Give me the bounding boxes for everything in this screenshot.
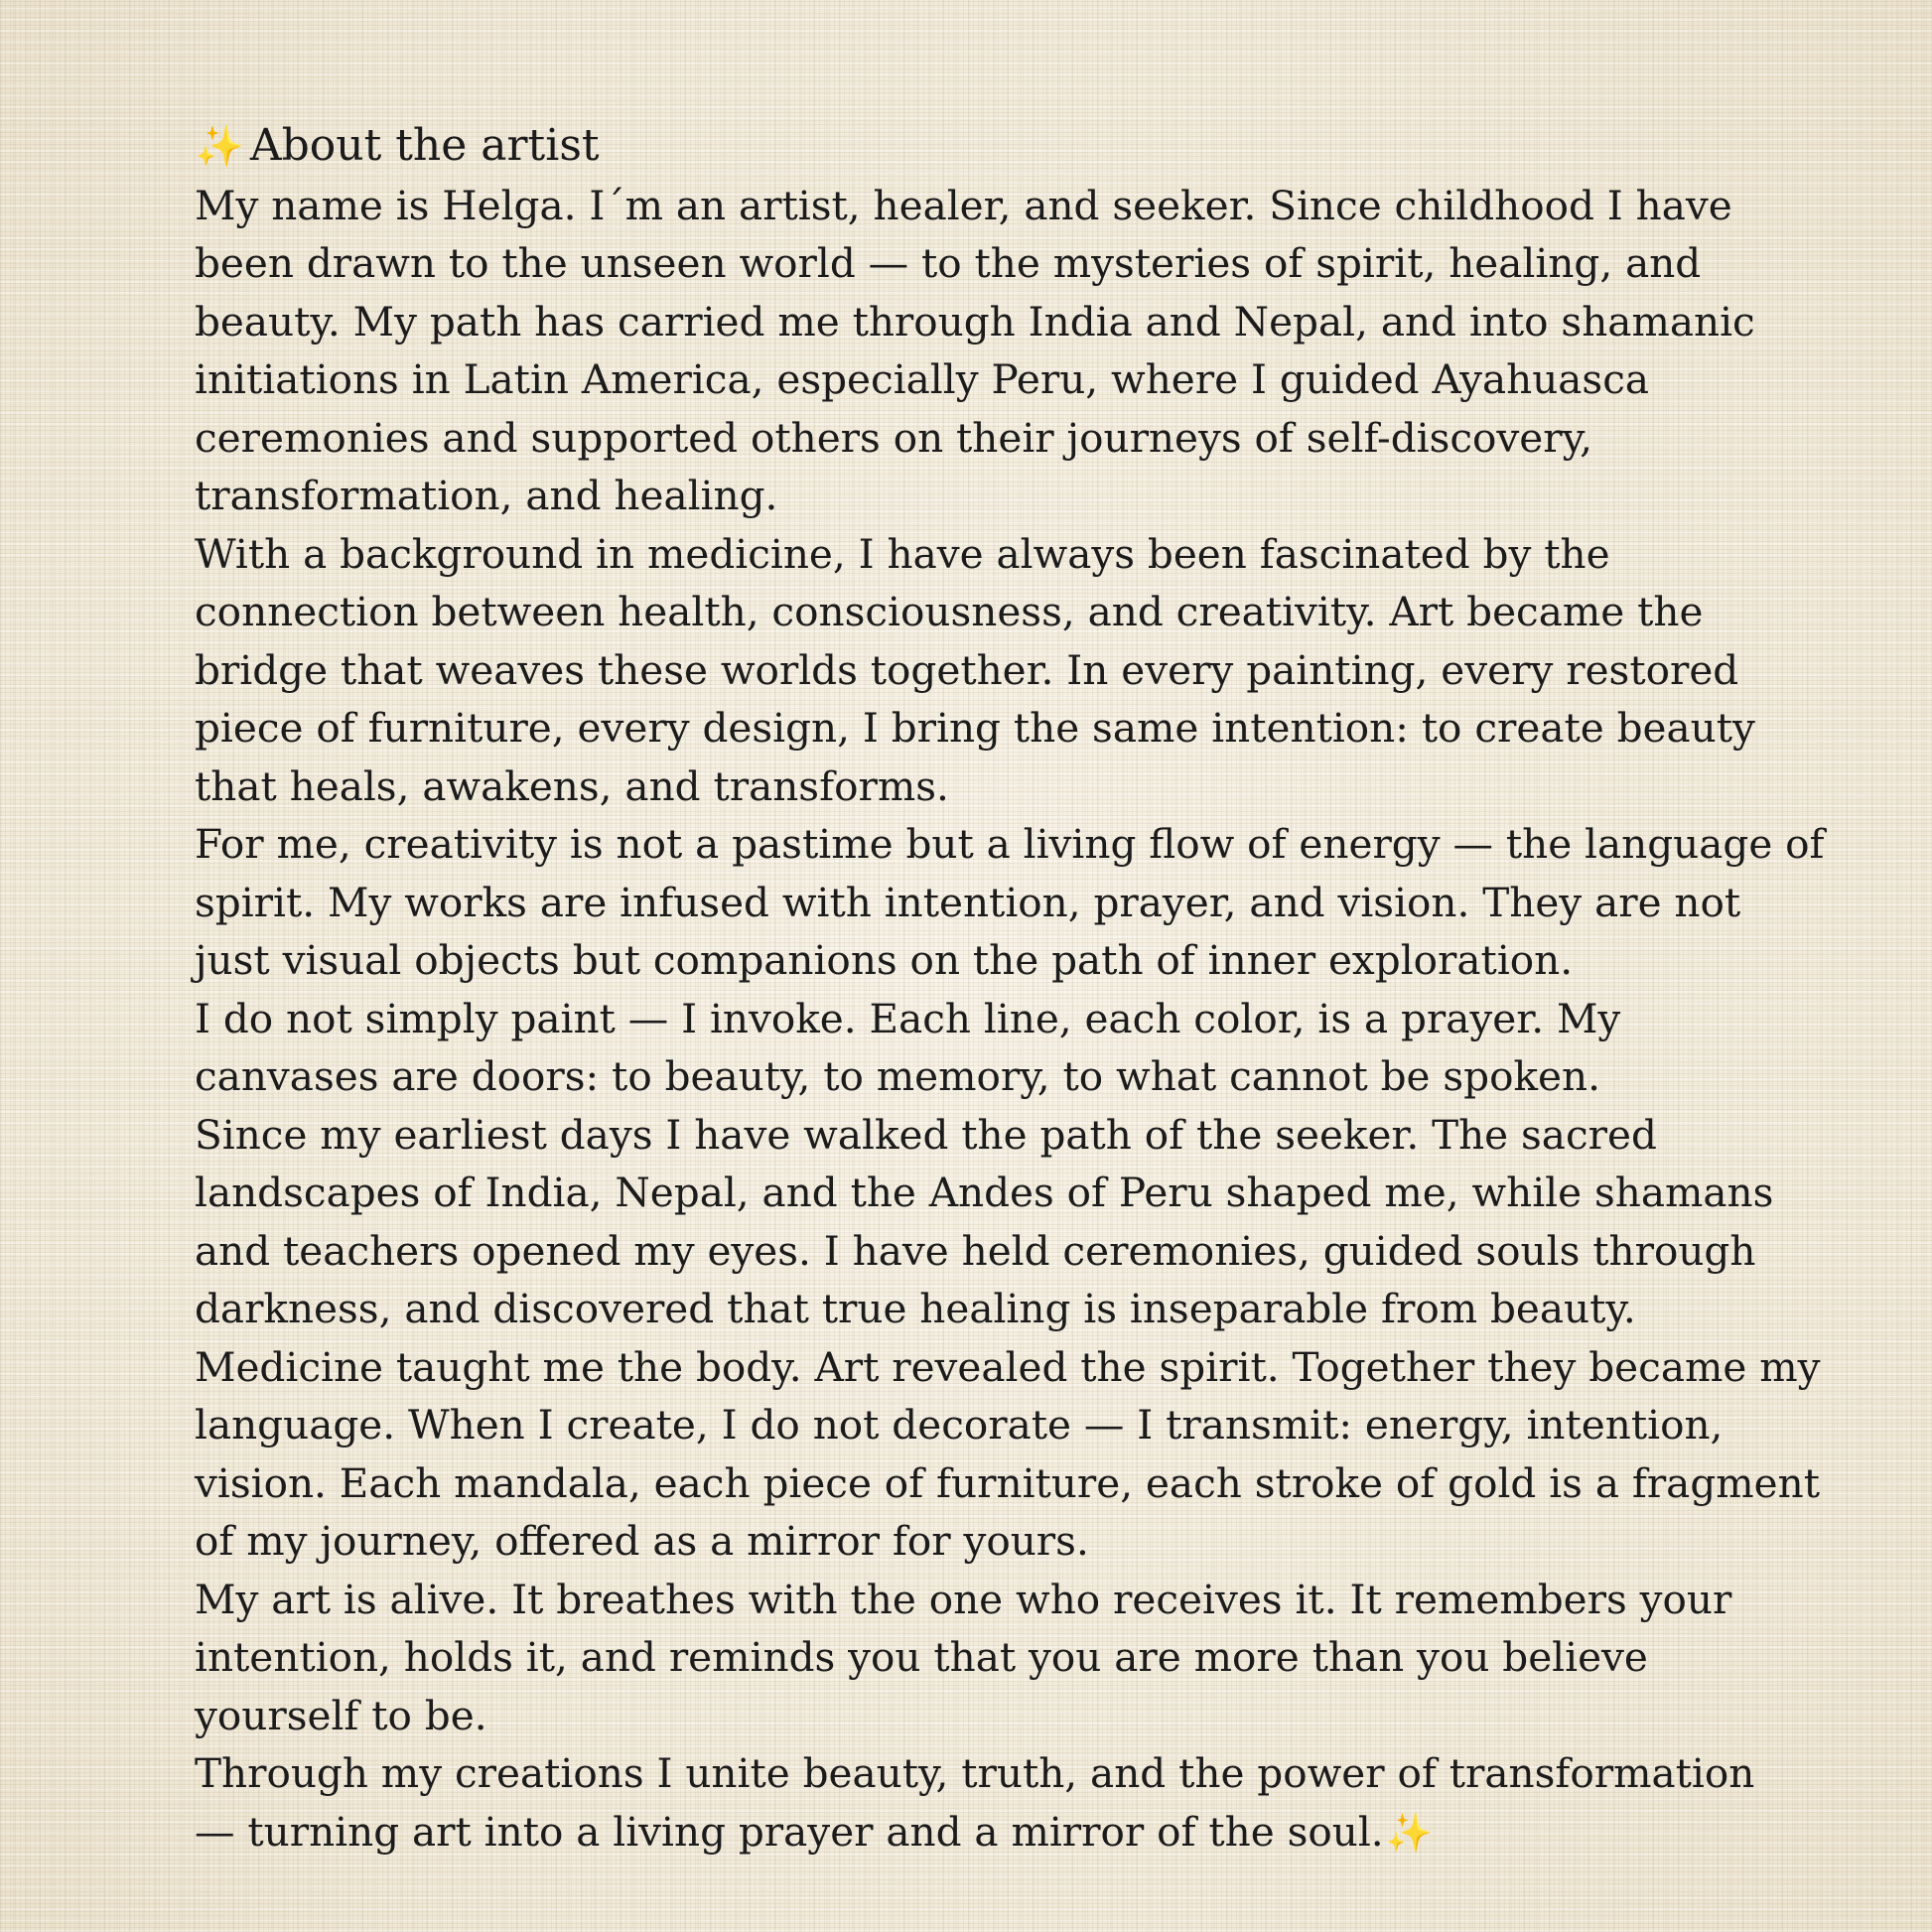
text-line: initiations in Latin America, especially Peru, where I guided Ayahuasca bbox=[195, 355, 1650, 403]
text-line: yourself to be. bbox=[195, 1691, 487, 1739]
text-line: intention, holds it, and reminds you that you are more than you believe bbox=[195, 1633, 1648, 1681]
text-line: landscapes of India, Nepal, and the Andes of Peru shaped me, while shamans bbox=[195, 1169, 1774, 1216]
sparkles-icon: ✨ bbox=[1385, 1810, 1433, 1855]
text-line: language. When I create, I do not decorate — I transmit: energy, intention, bbox=[195, 1401, 1724, 1449]
text-line: ceremonies and supported others on their journeys of self-discovery, bbox=[195, 413, 1593, 462]
text-line-last bbox=[195, 1803, 1823, 1863]
paragraph-alive bbox=[195, 1571, 1823, 1745]
text-line: connection between health, consciousness, and creativity. Art became the bbox=[195, 588, 1704, 635]
heading-text: About the artist bbox=[249, 120, 600, 171]
text-line: My art is alive. It breathes with the one who receives it. It remembers your bbox=[195, 1575, 1732, 1623]
text-line: I do not simply paint — I invoke. Each line, each color, is a prayer. My bbox=[195, 994, 1621, 1042]
text-line: spirit. My works are infused with intention, prayer, and vision. They are not bbox=[195, 878, 1741, 926]
text-line: Through my creations I unite beauty, truth, and the power of transformation bbox=[195, 1749, 1755, 1797]
about-section bbox=[195, 117, 1823, 1862]
text-line: been drawn to the unseen world — to the mysteries of spirit, healing, and bbox=[195, 239, 1702, 287]
text-line: vision. Each mandala, each piece of furniture, each stroke of gold is a fragment bbox=[195, 1458, 1820, 1507]
text-line: beauty. My path has carried me through India and Nepal, and into shamanic bbox=[195, 297, 1755, 345]
text-line: transformation, and healing. bbox=[195, 472, 778, 519]
text-line: just visual objects but companions on the path of inner exploration. bbox=[195, 936, 1574, 984]
text-line: Since my earliest days I have walked the path of the seeker. The sacred bbox=[195, 1110, 1657, 1159]
text-line: piece of furniture, every design, I bring the same intention: to create beauty bbox=[195, 704, 1755, 752]
text-line: With a background in medicine, I have always been fascinated by the bbox=[195, 529, 1610, 578]
text-line: My name is Helga. I´m an artist, healer, and seeker. Since childhood I have bbox=[195, 181, 1732, 229]
section-heading bbox=[195, 117, 1823, 177]
paragraph-creativity bbox=[195, 815, 1823, 990]
text-line: that heals, awakens, and transforms. bbox=[195, 761, 949, 810]
paragraph-invoke bbox=[195, 990, 1823, 1106]
paragraph-intro bbox=[195, 177, 1823, 525]
text-line: bridge that weaves these worlds together. In every painting, every restored bbox=[195, 645, 1739, 694]
paragraph-medicine-background bbox=[195, 525, 1823, 816]
text-line: Medicine taught me the body. Art revealed the spirit. Together they became my bbox=[195, 1342, 1821, 1391]
text-line: and teachers opened my eyes. I have held ceremonies, guided souls through bbox=[195, 1226, 1756, 1275]
paragraph-medicine-art bbox=[195, 1338, 1823, 1571]
paragraph-seeker bbox=[195, 1106, 1823, 1338]
sparkles-icon: ✨ bbox=[195, 124, 244, 170]
text-line: For me, creativity is not a pastime but a living flow of energy — the language of bbox=[195, 820, 1825, 868]
text-line: of my journey, offered as a mirror for yours. bbox=[195, 1517, 1089, 1565]
closing-text: — turning art into a living prayer and a mirror of the soul. bbox=[195, 1807, 1384, 1856]
text-line: darkness, and discovered that true healing is inseparable from beauty. bbox=[195, 1285, 1636, 1332]
paragraph-closing bbox=[195, 1744, 1823, 1862]
text-line: canvases are doors: to beauty, to memory, to what cannot be spoken. bbox=[195, 1052, 1600, 1100]
